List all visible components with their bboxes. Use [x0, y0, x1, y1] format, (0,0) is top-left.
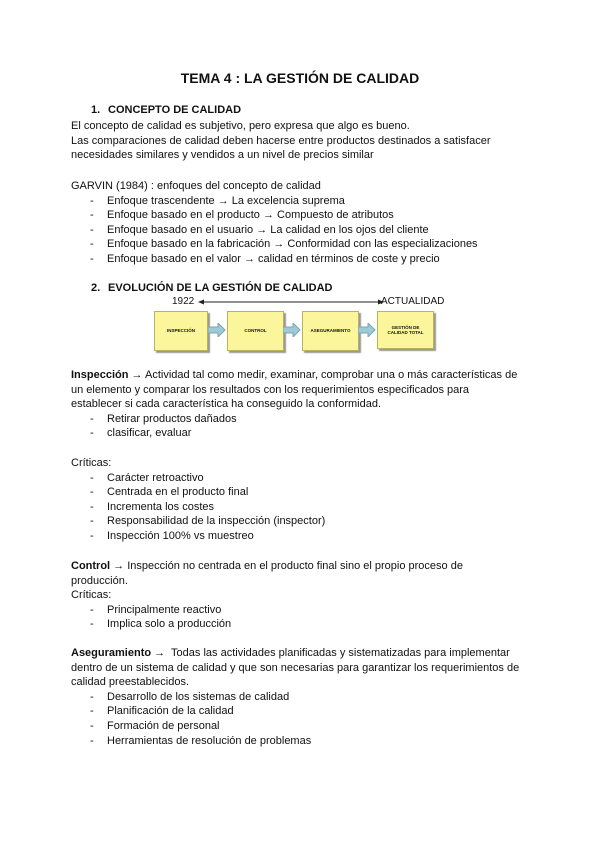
- section-1-body: [71, 119, 541, 163]
- inspeccion-criticas-list: [71, 471, 541, 544]
- section-1-number: 1.: [91, 104, 101, 116]
- list-item: - clasificar, evaluar: [71, 426, 541, 441]
- list-item: - Enfoque basado en el producto → Compuesto de atributos: [71, 208, 541, 223]
- stage-aseguramiento: ASEGURAMIENTO: [302, 311, 359, 351]
- list-item: - Retirar productos dañados: [71, 412, 541, 427]
- section-2-title: EVOLUCIÓN DE LA GESTIÓN DE CALIDAD: [108, 282, 333, 294]
- garvin-block: [71, 179, 541, 267]
- list-item: - Principalmente reactivo: [71, 603, 541, 618]
- stage-arrow-3: [358, 323, 376, 337]
- paragraph-line: producción.: [71, 574, 128, 587]
- list-item: - Enfoque trascendente → La excelencia suprema: [71, 194, 541, 209]
- timeline-start-label: 1922: [172, 296, 195, 307]
- paragraph-line: calidad preestablecidos.: [71, 676, 190, 689]
- stage-control: CONTROL: [227, 311, 284, 351]
- list-item: - Planificación de la calidad: [71, 704, 551, 719]
- section-1-heading: [91, 103, 241, 118]
- criticas-label: Críticas:: [71, 457, 112, 469]
- inspeccion-criticas-block: [71, 456, 541, 544]
- paragraph-line: dentro de un sistema de calidad y que son necesarias para garantizar los requerimientos de: [71, 661, 520, 674]
- aseguramiento-block: [71, 646, 551, 748]
- list-item: - Carácter retroactivo: [71, 471, 541, 486]
- garvin-intro: GARVIN (1984) : enfoques del concepto de calidad: [71, 180, 321, 192]
- paragraph-line: El concepto de calidad es subjetivo, pero expresa que algo es bueno.: [71, 120, 410, 132]
- paragraph-line: Inspección no centrada en el producto final sino el propio proceso de: [124, 560, 463, 572]
- control-term: Control →: [71, 560, 125, 572]
- aseguramiento-definition: [71, 646, 551, 661]
- list-item: - Enfoque basado en la fabricación → Conformidad con las especializaciones: [71, 237, 541, 252]
- timeline-end-label: ACTUALIDAD: [381, 296, 445, 307]
- stage-arrow-1: [208, 323, 226, 337]
- control-criticas-list: [71, 603, 541, 632]
- aseguramiento-list: [71, 690, 551, 748]
- inspeccion-definition: [71, 368, 541, 383]
- list-item: - Centrada en el producto final: [71, 485, 541, 500]
- list-item: - Incrementa los costes: [71, 500, 541, 515]
- paragraph-line: Actividad tal como medir, examinar, comprobar una o más características de: [142, 369, 518, 381]
- list-item: - Enfoque basado en el valor → calidad en términos de coste y precio: [71, 252, 541, 267]
- section-2-number: 2.: [91, 282, 101, 294]
- enfoques-list: [71, 194, 541, 267]
- inspeccion-term: Inspección →: [71, 369, 143, 381]
- list-item: - Desarrollo de los sistemas de calidad: [71, 690, 551, 705]
- criticas-label: Críticas:: [71, 589, 112, 602]
- stage-arrow-2: [283, 323, 301, 337]
- list-item: - Enfoque basado en el usuario → La calidad en los ojos del cliente: [71, 223, 541, 238]
- paragraph-line: un elemento y comparar los resultados con los requerimientos especificados para: [71, 383, 470, 396]
- list-item: - Inspección 100% vs muestreo: [71, 529, 541, 544]
- list-item: - Herramientas de resolución de problemas: [71, 734, 551, 749]
- paragraph-line: Todas las actividades planificadas y sistematizadas para implementar: [165, 647, 510, 659]
- aseguramiento-term: Aseguramiento →: [71, 647, 166, 659]
- list-item: - Implica solo a producción: [71, 617, 541, 632]
- control-block: [71, 559, 541, 632]
- evolution-diagram: [148, 293, 448, 355]
- control-definition: [71, 559, 541, 574]
- paragraph-line: necesidades similares y vendidos a un nivel de precios similar: [71, 149, 374, 162]
- paragraph-line: Las comparaciones de calidad deben hacerse entre productos destinados a satisfacer: [71, 134, 491, 147]
- stage-gestion-calidad-total: GESTIÓN DE CALIDAD TOTAL: [377, 311, 434, 349]
- section-1-title: CONCEPTO DE CALIDAD: [108, 104, 242, 116]
- list-item: - Responsabilidad de la inspección (inspector): [71, 514, 541, 529]
- list-item: - Formación de personal: [71, 719, 551, 734]
- paragraph-line: establecer si cada característica ha conseguido la conformidad.: [71, 398, 382, 411]
- inspeccion-block: [71, 368, 541, 441]
- page-title: TEMA 4 : LA GESTIÓN DE CALIDAD: [180, 70, 420, 86]
- inspeccion-list: [71, 412, 541, 441]
- stage-inspeccion: INSPECCIÓN: [154, 311, 208, 351]
